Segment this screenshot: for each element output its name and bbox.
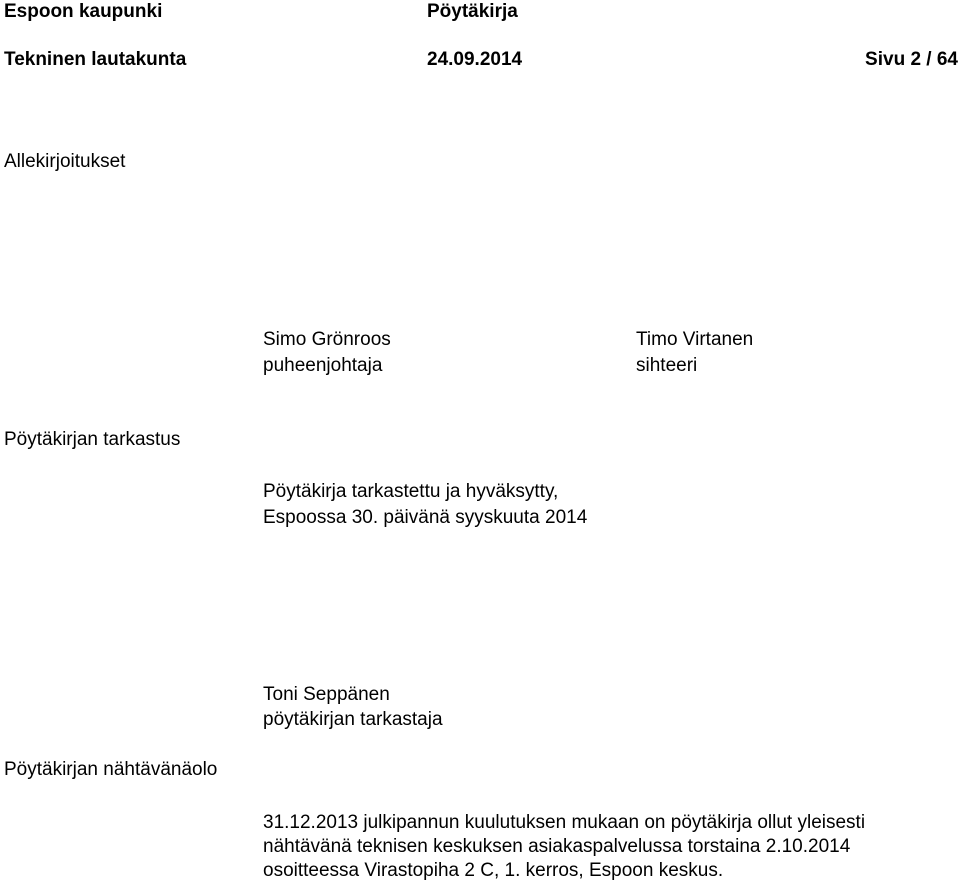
availability-line3: osoitteessa Virastopiha 2 C, 1. kerros, Espoon keskus. bbox=[263, 860, 724, 881]
reviewer-role: pöytäkirjan tarkastaja bbox=[263, 709, 443, 730]
review-heading: Pöytäkirjan tarkastus bbox=[4, 429, 181, 450]
review-statement-line1: Pöytäkirja tarkastettu ja hyväksytty, bbox=[263, 481, 559, 502]
organization-name: Espoon kaupunki bbox=[4, 1, 163, 22]
secretary-name: Timo Virtanen bbox=[636, 329, 754, 350]
reviewer-name: Toni Seppänen bbox=[263, 684, 390, 705]
board-name: Tekninen lautakunta bbox=[4, 49, 187, 70]
availability-line2: nähtävänä teknisen keskuksen asiakaspalvelussa torstaina 2.10.2014 bbox=[263, 836, 851, 857]
chair-name: Simo Grönroos bbox=[263, 329, 391, 350]
meeting-date: 24.09.2014 bbox=[427, 49, 523, 70]
signatures-heading: Allekirjoitukset bbox=[4, 151, 126, 172]
review-statement-line2: Espoossa 30. päivänä syyskuuta 2014 bbox=[263, 507, 588, 528]
availability-heading: Pöytäkirjan nähtävänäolo bbox=[4, 759, 218, 780]
document-type: Pöytäkirja bbox=[427, 1, 518, 22]
availability-line1: 31.12.2013 julkipannun kuulutuksen mukaan on pöytäkirja ollut yleisesti bbox=[263, 812, 866, 833]
chair-role: puheenjohtaja bbox=[263, 355, 383, 376]
page-number: Sivu 2 / 64 bbox=[865, 49, 958, 70]
secretary-role: sihteeri bbox=[636, 355, 698, 376]
